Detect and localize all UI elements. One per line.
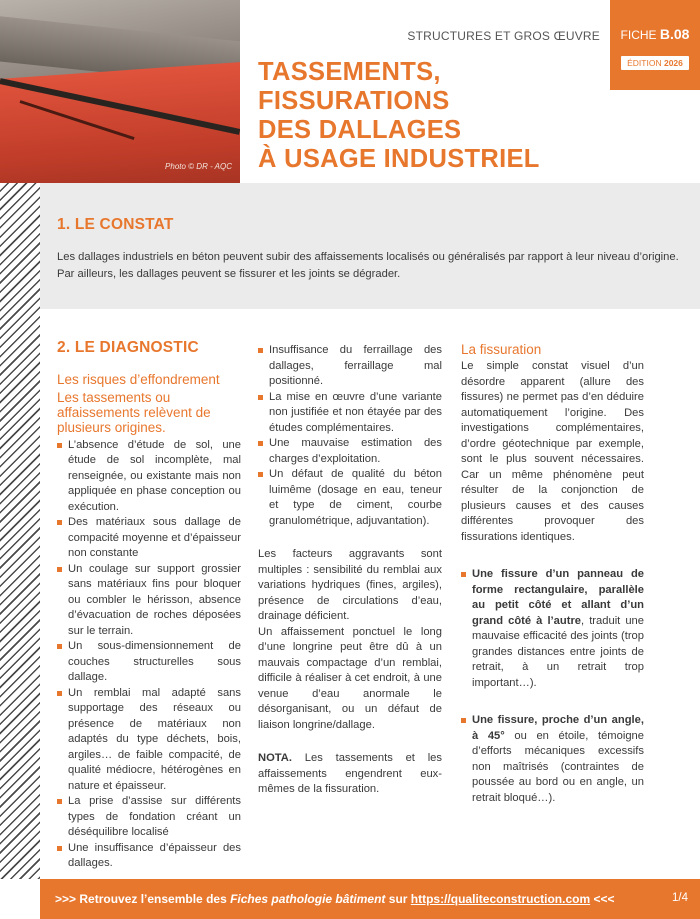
fiche-prefix: FICHE bbox=[620, 28, 657, 42]
footer-suffix: <<< bbox=[590, 892, 615, 906]
list-item: Des matériaux sous dallage de compacité moyenne et d’épaisseur non constante bbox=[57, 515, 241, 562]
page-number: 1/4 bbox=[672, 892, 688, 904]
header-photo bbox=[0, 0, 240, 183]
case-text: ou en étoile, témoigne d’efforts mécaniques excessifs non maîtrisés (contraintes de poussée au bord ou en angle, un retrait bloqué…). bbox=[472, 729, 645, 804]
title-line: À USAGE INDUSTRIEL bbox=[258, 145, 540, 173]
footer-bar bbox=[40, 879, 700, 919]
footer-prefix: >>> Retrouvez l’ensemble des bbox=[55, 892, 231, 906]
nota-paragraph bbox=[258, 751, 442, 798]
causes-heading: Les tassements ou affaissements relèvent de plusieurs origines. bbox=[57, 389, 211, 435]
aggravating-factors: Les facteurs aggravants sont multiples : sensibilité du remblai aux variations hydriques (fines, argiles), présence de circulations d’eau, drainage déficient. bbox=[258, 548, 442, 622]
causes-list-continued bbox=[258, 343, 442, 529]
risk-heading: Les risques d’effondrement bbox=[57, 371, 220, 387]
column-1 bbox=[57, 340, 241, 872]
ponctuel-paragraph: Un affaissement ponctuel le long d’une longrine peut être dû à un mauvais compactage d’un remblai, difficile à réaliser à cet endroit, à une venue d’eau anormale le désorganisant, ou un défaut de liaison longrine/dallage. bbox=[258, 625, 442, 731]
fiche-badge bbox=[610, 0, 700, 90]
list-item: Insuffisance du ferraillage des dallages, ferraillage mal positionné. bbox=[258, 343, 442, 390]
fissuration-text: Le simple constat visuel d’un désordre apparent (allure des fissures) ne permet pas d’en déduire automatiquement l’origine. Des investigations complémentaires, d’ordre géotechnique par exemple, sont le plus souvent nécessaires. Car un même phénomène peut résulter de la conjonction de plusieurs causes et des causes différentes provoquer des fissurations identiques. bbox=[461, 360, 644, 543]
constat-text: Les dallages industriels en béton peuvent subir des affaissements localisés ou généralisés par rapport à leur niveau d’origine. Par ailleurs, les dallages peuvent se fissurer et les joints se dégrader. bbox=[57, 251, 679, 280]
list-item bbox=[461, 713, 644, 806]
edition-year: 2026 bbox=[663, 58, 683, 68]
title-line: DES DALLAGES bbox=[258, 116, 462, 144]
fissure-case-2 bbox=[461, 713, 644, 806]
constat-section bbox=[40, 183, 700, 309]
list-item bbox=[461, 567, 644, 691]
list-item: L’absence d’étude de sol, une étude de sol incomplète, mal renseignée, ou existante mais non appliquée en phase conception ou exécution. bbox=[57, 438, 241, 516]
hatched-margin bbox=[0, 183, 40, 879]
list-item: Un défaut de qualité du béton luimême (dosage en eau, teneur et type de ciment, courbe granulométrique, adjuvantation). bbox=[258, 467, 442, 529]
list-item: Une mauvaise estimation des charges d’exploitation. bbox=[258, 436, 442, 467]
list-item: La prise d’assise sur différents types de fondation créant un déséquilibre localisé bbox=[57, 794, 241, 841]
list-item: Un remblai mal adapté sans supportage des réseaux ou présence de matériaux non adaptés du type déchets, bois, argiles… de faible compacité, de qualité médiocre, hétérogènes en nature et épaisseur. bbox=[57, 686, 241, 795]
edition-badge bbox=[621, 56, 689, 70]
constat-title: 1. LE CONSTAT bbox=[57, 216, 174, 233]
title-line: TASSEMENTS, bbox=[258, 58, 441, 86]
case-text: , traduit une mauvaise efficacité des joints (trop grandes distances entre joints de retrait, à un retrait trop important…). bbox=[472, 614, 644, 689]
column-2 bbox=[258, 343, 442, 798]
edition-prefix: ÉDITION bbox=[627, 58, 662, 68]
fissuration-heading: La fissuration bbox=[461, 342, 542, 357]
list-item: Un coulage sur support grossier sans matériaux fins pour bloquer ou combler le hérisson, absence d’évacuation de roches déposées sur le terrain. bbox=[57, 562, 241, 640]
case-bold: Une fissure, proche d’un angle, à 45° bbox=[472, 714, 644, 742]
page-title bbox=[258, 58, 598, 174]
footer-link[interactable]: https://qualiteconstruction.com bbox=[410, 892, 591, 906]
category-label: STRUCTURES ET GROS ŒUVRE bbox=[407, 29, 600, 43]
case-bold: Une fissure d’un panneau de forme rectangulaire, parallèle au petit côté et allant d’un grand côté à l’autre bbox=[472, 568, 644, 627]
list-item: Un sous-dimensionnement de couches structurelles sous dallage. bbox=[57, 639, 241, 686]
nota-text: Les tassements et les affaissements engendrent eux-mêmes de la fissuration. bbox=[258, 752, 442, 795]
footer-italic: Fiches pathologie bâtiment bbox=[230, 892, 386, 906]
column-3 bbox=[461, 342, 644, 806]
diagnostic-title: 2. LE DIAGNOSTIC bbox=[57, 339, 199, 356]
fissure-case-1 bbox=[461, 567, 644, 691]
footer-text bbox=[55, 892, 614, 906]
causes-list bbox=[57, 438, 241, 872]
list-item: Une insuffisance d’épaisseur des dallages. bbox=[57, 841, 241, 872]
nota-label: NOTA. bbox=[258, 752, 292, 764]
list-item: La mise en œuvre d’une variante non justifiée et non étayée par des études complémentaires. bbox=[258, 390, 442, 437]
fiche-number: B.08 bbox=[659, 26, 690, 42]
photo-credit: Photo © DR - AQC bbox=[165, 162, 232, 171]
footer-middle: sur bbox=[385, 892, 411, 906]
title-line: FISSURATIONS bbox=[258, 87, 450, 115]
